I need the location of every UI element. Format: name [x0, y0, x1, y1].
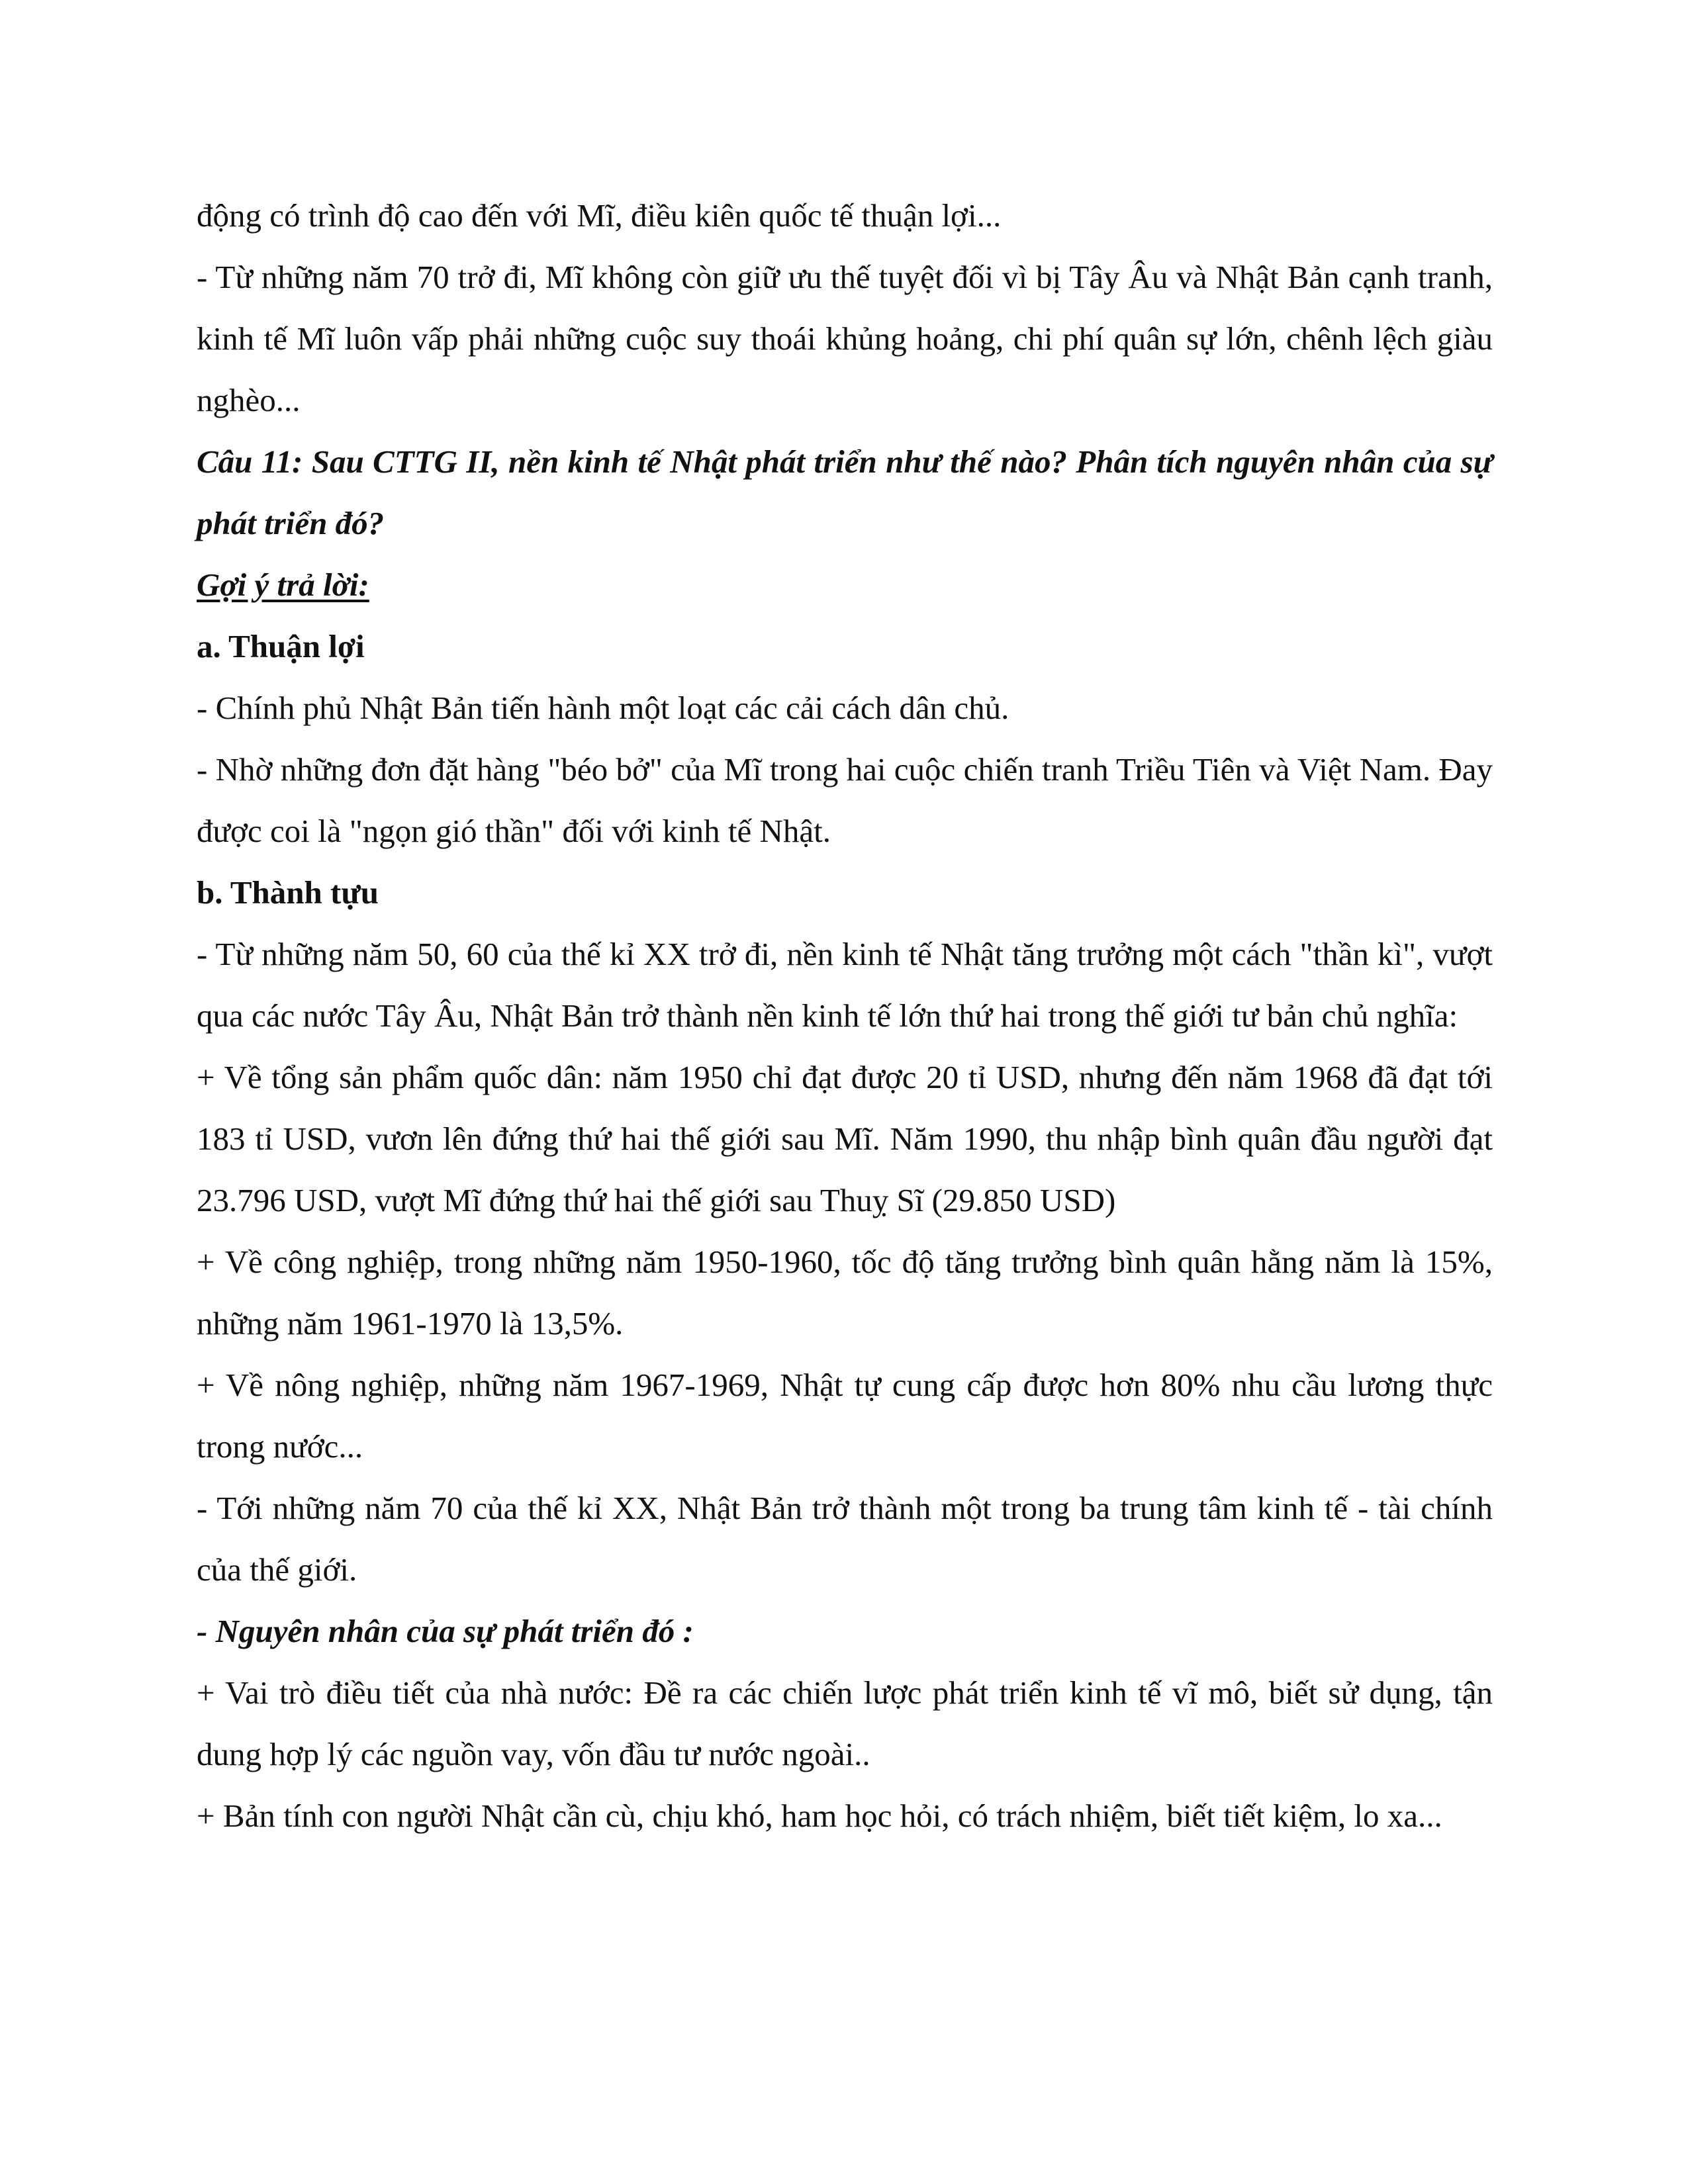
question-11: Câu 11: Sau CTTG II, nền kinh tế Nhật phát triển như thế nào? Phân tích nguyên nhân của sự phát triển đó? — [197, 443, 1493, 541]
paragraph-miracle-growth: - Từ những năm 50, 60 của thế kỉ XX trở đi, nền kinh tế Nhật tăng trưởng một cách "thần kì", vượt qua các nước Tây Âu, Nhật Bản trở thành nền kinh tế lớn thứ hai trong thế giới tư bản chủ nghĩa: — [197, 936, 1493, 1034]
answer-hint-label: Gợi ý trả lời: — [197, 567, 369, 603]
paragraph-agriculture: + Về nông nghiệp, những năm 1967-1969, Nhật tự cung cấp được hơn 80% nhu cầu lương thực trong nước... — [197, 1367, 1493, 1465]
paragraph-state-role: + Vai trò điều tiết của nhà nước: Đề ra các chiến lược phát triển kinh tế vĩ mô, biết sử dụng, tận dung hợp lý các nguồn vay, vốn đầu tư nước ngoài.. — [197, 1674, 1493, 1772]
paragraph-industry: + Về công nghiệp, trong những năm 1950-1960, tốc độ tăng trưởng bình quân hằng năm là 15%, những năm 1961-1970 là 13,5%. — [197, 1244, 1493, 1342]
paragraph-democratic-reforms: - Chính phủ Nhật Bản tiến hành một loạt các cải cách dân chủ. — [197, 690, 1009, 726]
heading-advantages: a. Thuận lợi — [197, 628, 365, 664]
heading-achievements: b. Thành tựu — [197, 874, 379, 911]
paragraph-us-decline: - Từ những năm 70 trở đi, Mĩ không còn giữ ưu thế tuyệt đối vì bị Tây Âu và Nhật Bản cạnh tranh, kinh tế Mĩ luôn vấp phải những cuộc suy thoái khủng hoảng, chi phí quân sự lớn, chênh lệch giàu nghèo... — [197, 259, 1493, 418]
paragraph-us-conditions-end: động có trình độ cao đến với Mĩ, điều kiên quốc tế thuận lợi... — [197, 197, 1002, 234]
paragraph-financial-center: - Tới những năm 70 của thế kỉ XX, Nhật Bản trở thành một trong ba trung tâm kinh tế - tài chính của thế giới. — [197, 1490, 1493, 1588]
paragraph-japanese-character: + Bản tính con người Nhật cần cù, chịu khó, ham học hỏi, có trách nhiệm, biết tiết kiệm, lo xa... — [197, 1797, 1442, 1834]
paragraph-gnp: + Về tổng sản phẩm quốc dân: năm 1950 chỉ đạt được 20 tỉ USD, nhưng đến năm 1968 đã đạt tới 183 tỉ USD, vươn lên đứng thứ hai thế giới sau Mĩ. Năm 1990, thu nhập bình quân đầu người đạt 23.796 USD, vượt Mĩ đứng thứ hai thế giới sau Thuỵ Sĩ (29.850 USD) — [197, 1059, 1493, 1218]
document-body — [197, 185, 1493, 1846]
paragraph-us-orders: - Nhờ những đơn đặt hàng "béo bở" của Mĩ trong hai cuộc chiến tranh Triều Tiên và Việt Nam. Đay được coi là "ngọn gió thần" đối với kinh tế Nhật. — [197, 751, 1493, 849]
heading-causes: - Nguyên nhân của sự phát triển đó : — [197, 1613, 694, 1649]
